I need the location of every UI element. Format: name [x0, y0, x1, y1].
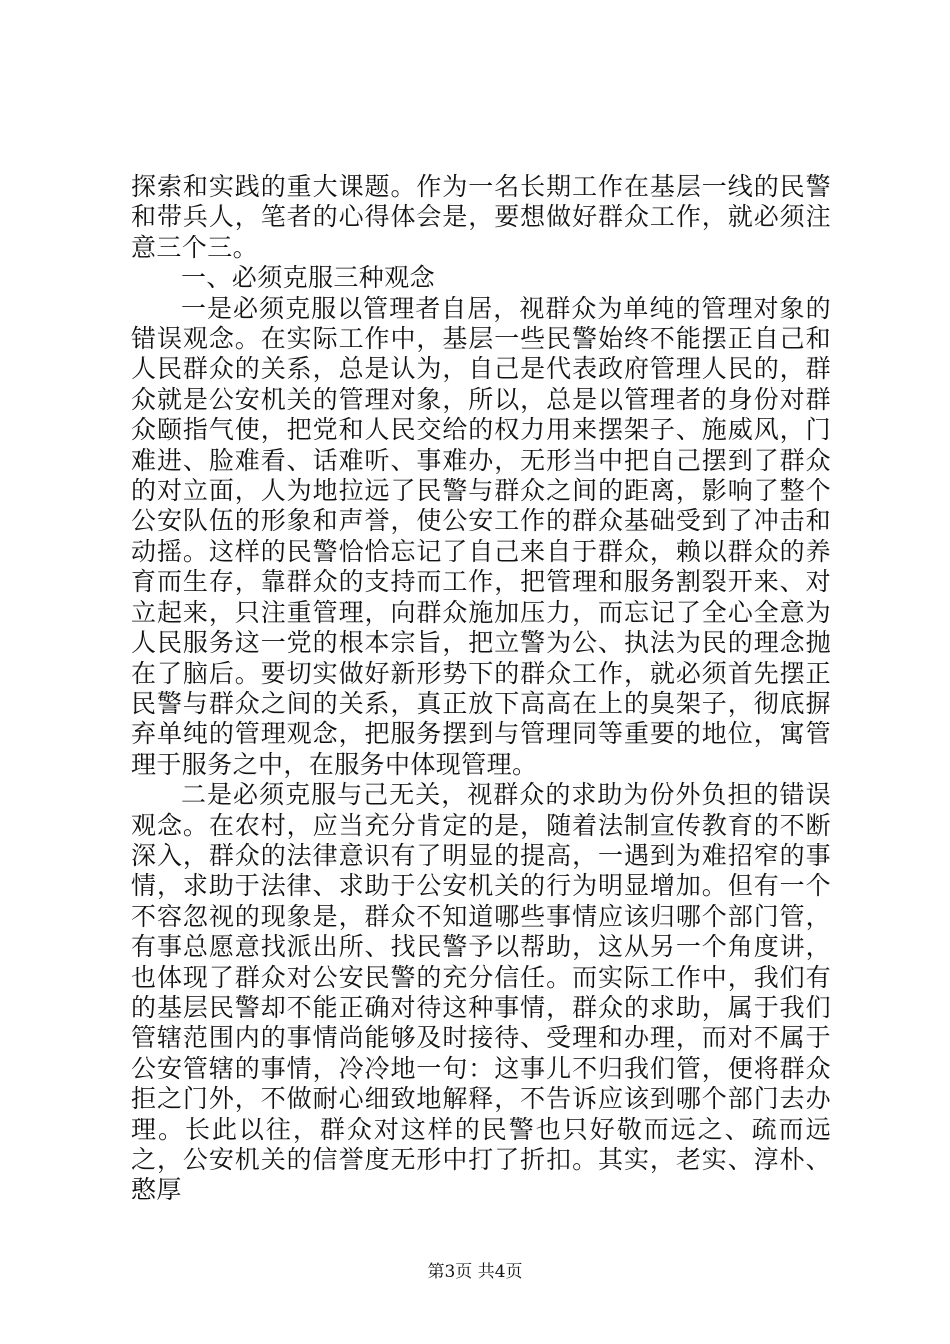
page-footer: 第3页 共4页 [427, 1262, 523, 1282]
section-heading: 一、必须克服三种观念 [181, 263, 436, 293]
paragraph-3: 二是必须克服与己无关，视群众的求助为份外负担的错误观念。在农村，应当充分肯定的是，随着法制宣传教育的不断深入，群众的法律意识有了明显的提高，一遇到为难招窄的事情，求助于法律、求助于公安机关的行为明显增加。但有一个不容忽视的现象是，群众不知道哪些事情应该归哪个部门管，有事总愿意找派出所、找民警予以帮助，这从另一个角度讲，也体现了群众对公安民警的充分信任。而实际工作中，我们有的基层民警却不能正确对待这种事情，群众的求助，属于我们管辖范围内的事情尚能够及时接待、受理和办理，而对不属于公安管辖的事情，冷冷地一句：这事儿不归我们管，便将群众拒之门外，不做耐心细致地解释，不告诉应该到哪个部门去办理。长此以往，群众对这样的民警也只好敬而远之、疏而远之，公安机关的信誉度无形中打了折扣。其实，老实、淳朴、憨厚 [131, 780, 831, 1205]
paragraph-1: 探索和实践的重大课题。作为一名长期工作在基层一线的民警和带兵人，笔者的心得体会是，要想做好群众工作，就必须注意三个三。 [131, 172, 831, 262]
paragraph-2: 一是必须克服以管理者自居，视群众为单纯的管理对象的错误观念。在实际工作中，基层一些民警始终不能摆正自己和人民群众的关系，总是认为，自己是代表政府管理人民的，群众就是公安机关的管理对象，所以，总是以管理者的身份对群众颐指气使，把党和人民交给的权力用来摆架子、施威风，门难进、脸难看、话难听、事难办，无形当中把自己摆到了群众的对立面，人为地拉远了民警与群众之间的距离，影响了整个公安队伍的形象和声誉，使公安工作的群众基础受到了冲击和动摇。这样的民警恰恰忘记了自己来自于群众，赖以群众的养育而生存，靠群众的支持而工作，把管理和服务割裂开来、对立起来，只注重管理，向群众施加压力，而忘记了全心全意为人民服务这一党的根本宗旨，把立警为公、执法为民的理念抛在了脑后。要切实做好新形势下的群众工作，就必须首先摆正民警与群众之间的关系，真正放下高高在上的臭架子，彻底摒弃单纯的管理观念，把服务摆到与管理同等重要的地位，寓管理于服务之中，在服务中体现管理。 [131, 293, 831, 779]
document-body [131, 172, 831, 1206]
